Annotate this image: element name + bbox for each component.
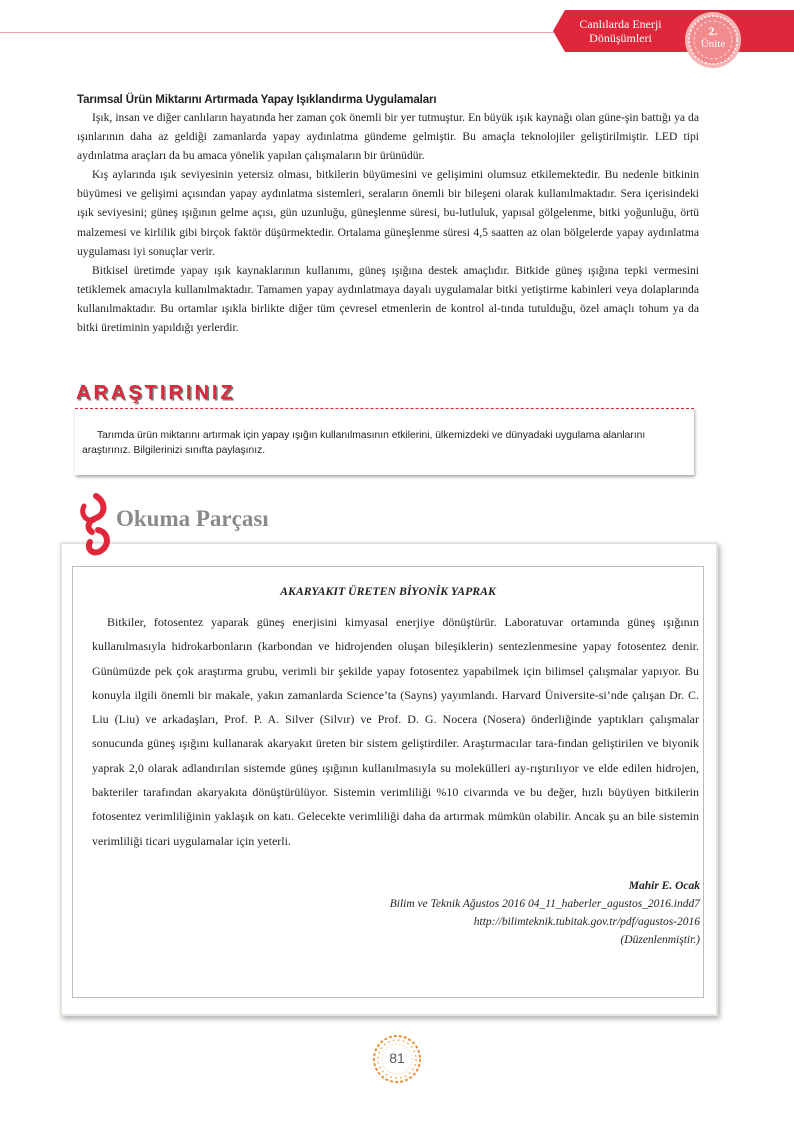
header-rule bbox=[0, 32, 560, 33]
article-author: Mahir E. Ocak bbox=[628, 880, 700, 892]
chapter-title-line2: Dönüşümleri bbox=[589, 31, 652, 45]
unit-number: 2. bbox=[708, 24, 718, 38]
page-number: 81 bbox=[389, 1050, 405, 1066]
arastiriniz-title: ARAŞTIRINIZ bbox=[76, 382, 236, 404]
article-url: http://bilimteknik.tubitak.gov.tr/pdf/agustos-2016 bbox=[473, 916, 700, 928]
chapter-title bbox=[558, 17, 683, 45]
article-title: AKARYAKIT ÜRETEN BİYONİK YAPRAK bbox=[280, 584, 496, 598]
chain-hook-icon bbox=[76, 492, 116, 562]
article-source: Bilim ve Teknik Ağustos 2016 04_11_haberler_agustos_2016.indd7 bbox=[389, 898, 700, 910]
chapter-title-line1: Canlılarda Enerji bbox=[579, 17, 662, 31]
paragraph: Kış aylarında ışık seviyesinin yetersiz olması, bitkilerin büyümesini ve gelişimini olumsuz etkilemektedir. Bu nedenle bitkinin büyümesi ve gelişimi açısından yapay aydınlatma sistemleri, seraların önemli bir bileşeni olarak kullanılmaktadır. Sera içerisindeki ışık seviyesini; güneş ışığının gelme açısı, gün uzunluğu, güneşlenme süresi, bu-lutluluk, yapısal gölgelenme, bitki yoğunluğu, örtü malzemesi ve kirlilik gibi birçok faktör düşürmektedir. Ortalama güneşlenme süresi 4,5 saatten az olan bölgelerde yapay aydınlatma uygulaması iyi sonuçlar verir. bbox=[77, 168, 699, 258]
paragraph: Bitkisel üretimde yapay ışık kaynaklarının kullanımı, güneş ışığına destek amaçlıdır. Bitkide güneş ışığına tepki vermesini tetiklemek amacıyla kullanılmaktadır. Tamamen yapay aydınlatmaya dayalı uygulamalar bitki yetiştirme kabinleri veya dolaplarında kullanılmaktadır. Bu ortamlar ışıkla birlikte diğer tüm çevresel etmenlerin de kontrol al-tında tutulduğu, özel amaçlı tohum ya da bitki üretiminin yapıldığı yerlerdir. bbox=[77, 263, 699, 335]
reading-section-title: Okuma Parçası bbox=[116, 506, 269, 531]
article-text: Bitkiler, fotosentez yaparak güneş enerjisini kimyasal enerjiye dönüştürür. Laboratuvar ortamında güneş ışığının kullanılmasıyla hidrokarbonların (karbondan ve hidrojenden oluşan bileşiklerin) sentezlenmesine yapay fotosentez denir. Günümüzde pek çok araştırma grubu, verimli bir şekilde yapay fotosentez yapabilmek için bilimsel çalışmalar yapıyor. Bu konuyla ilgili önemli bir makale, yakın zamanlarda Science’ta (Sayns) yayımlandı. Harvard Üniversite-si’nde çalışan Dr. C. Liu (Liu) ve arkadaşları, Prof. P. A. Silver (Silvır) ve Prof. D. G. Nocera (Nosera) önderliğinde yaptıkları çalışmalar sonucunda güneş ışığını kullanarak akaryakıt üreten bir sistem geliştirdiler. Araştırmacılar tara-fından geliştirilen ve biyonik yaprak 2,0 olarak adlandırılan sistemde güneş ışığının kullanılmasıyla su molekülleri ay-rıştırılıyor ve elde edilen hidrojen, bakteriler tarafından akaryakıta dönüştürülüyor. Sistemin verimliliği %10 civarında ve bu değer, hızlı büyüyen bitkilerin fotosentez verimliliğinin yaklaşık on katı. Gelecekte verimliliği daha da artırmak mümkün olabilir. Ancak şu an bile sistemin verimliliği ticari uygulamalar için yeterli. bbox=[92, 615, 699, 848]
arastiriniz-text: Tarımda ürün miktarını artırmak için yapay ışığın kullanılmasının etkilerini, ülkemizdeki ve dünyadaki uygulama alanlarını araştırınız. Bilgilerinizi sınıfta paylaşınız. bbox=[82, 430, 646, 456]
paragraph: Işık, insan ve diğer canlıların hayatında her zaman çok önemli bir yer tutmuştur. En büyük ışık kaynağı olan güne-şin battığı ya da ışınlarının daha az geldiği zamanlarda yapay aydınlatma gündeme gelmiştir. Bu amaçla teknolojiler geliştirilmiştir. LED tipi aydınlatma araçları da bu amaca yönelik yapılan çalışmaların bir ürünüdür. bbox=[77, 111, 699, 163]
section-heading: Tarımsal Ürün Miktarını Artırmada Yapay Işıklandırma Uygulamaları bbox=[77, 94, 437, 106]
unit-label: Ünite bbox=[700, 38, 726, 50]
section-body bbox=[77, 108, 699, 337]
article-note: (Düzenlenmiştir.) bbox=[620, 934, 700, 946]
